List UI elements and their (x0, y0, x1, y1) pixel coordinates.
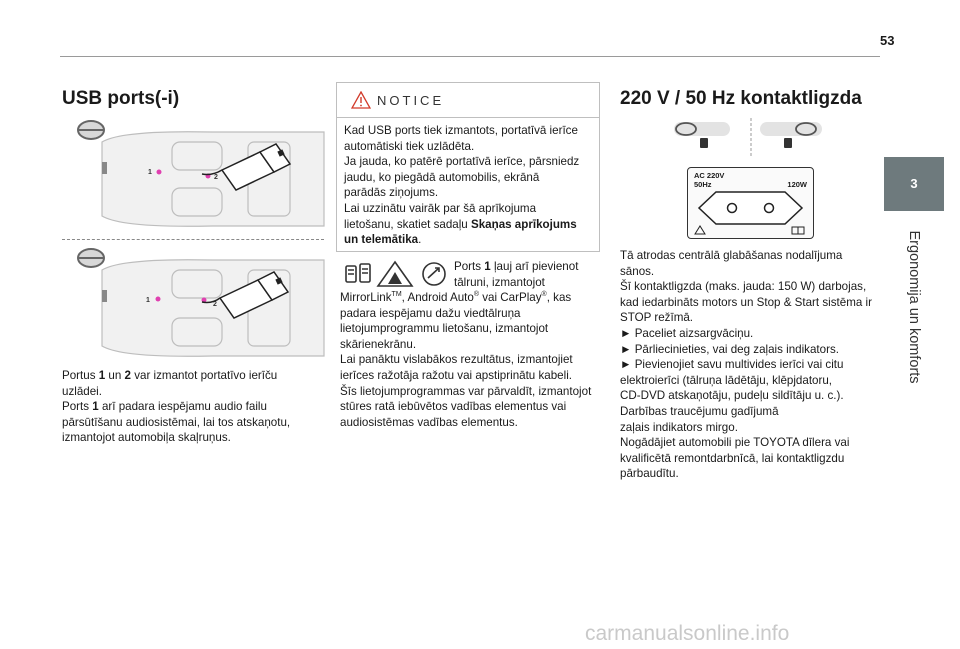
port-label-1: 1 (148, 169, 152, 176)
section-link[interactable]: un telemātika (344, 233, 419, 247)
notice-box (336, 82, 600, 252)
notice-title: NOTICE (377, 93, 445, 108)
steering-wheel-icon (78, 249, 104, 267)
steering-wheel-right-icon (760, 122, 822, 148)
page-number: 53 (880, 33, 895, 48)
port-label-2: 2 (214, 174, 218, 181)
diagram-divider (62, 239, 324, 240)
port-marker-1 (157, 170, 162, 175)
socket-plate (687, 167, 814, 239)
carplay-icon (423, 263, 445, 285)
plate-frequency: 50Hz (694, 180, 712, 189)
top-divider (60, 56, 880, 57)
seat-front-left (172, 142, 222, 170)
port-label-1: 1 (146, 297, 150, 304)
android-auto-icon (378, 262, 412, 286)
port-label-2: 2 (213, 301, 217, 308)
warning-icon (351, 91, 371, 109)
notice-divider (337, 117, 599, 118)
seat-front-right (172, 318, 222, 346)
usb-small-icon (102, 162, 107, 174)
socket-location-icons (672, 116, 832, 158)
usb-car-diagram-2 (62, 244, 326, 364)
watermark: carmanualsonline.info (585, 622, 790, 645)
steering-wheel-left-icon (674, 122, 730, 148)
usb-car-diagram-1 (62, 112, 326, 234)
seat-front-left (172, 270, 222, 298)
usb-description: Portus 1 un 2 var izmantot portatīvo ierīču uzlādei. Ports 1 arī padara iespējamu audio failu pārsūtīšanu audiosistēmai, lai tos atskaņotu, izmantojot automobiļa skaļruņus. (62, 369, 291, 445)
steering-wheel-icon (78, 121, 104, 139)
usb-small-icon (102, 290, 107, 302)
app-icons (340, 258, 450, 288)
socket-title: 220 V / 50 Hz kontaktligzda (620, 88, 862, 109)
section-link[interactable]: Skaņas aprīkojums (470, 217, 577, 231)
plate-voltage: AC 220V (694, 171, 725, 180)
mirrorlink-description: MirrorLink™, Android Auto® vai CarPlay®, kas padara iespējamu dažu viedtālruņa lietojumprogrammu lietošanu, izmantojot skārienekrānu. Lai panāktu vislabākos rezultātus, izmantojiet ierīces ražotāja ražotu vai apstiprinātu kabeli. Šīs lietojumprogrammas var pārvaldīt, izmantojot stūres ratā iebūvētos vadības elementus vai audiosistēmas vadības elementus. (340, 291, 592, 429)
mirrorlink-icon (346, 264, 370, 282)
socket-description: Tā atrodas centrālā glabāšanas nodalījuma sānos. Šī kontaktligzda (maks. jauda: 150 W) darbojas, kad iedarbināts motors un Stop & Start sistēma ir STOP režīmā. ► Paceliet aizsargvāciņu. ► Pārliecinieties, vai deg zaļais indikators. ► Pievienojiet savu multivides ierīci vai citu elektroierīci (tālruņa lādētāju, klēpjdatoru, CD-DVD atskaņotāju, pudeļu sildītāju u. c.). Darbības traucējumu gadījumā zaļais indikators mirgo. Nogādājiet automobili pie TOYOTA dīlera vai kvalificētā remontdarbnīcā, lai kontaktligzdu pārbaudītu. (620, 249, 872, 481)
seat-front-right (172, 188, 222, 216)
port-marker-1 (156, 297, 161, 302)
plate-power: 120W (787, 180, 807, 189)
power-socket-icon (688, 168, 813, 238)
notice-text: Kad USB ports tiek izmantots, portatīvā ierīce automātiski tiek uzlādēta. Ja jauda, ko patērē portatīvā ierīce, pārsniedz jaudu, ko piegādā automobilis, ekrānā parādās ziņojums. Lai uzzinātu vairāk par šā aprīkojuma lietošanu, skatiet sadaļu Skaņas aprīkojums un telemātika. (344, 124, 580, 247)
mirrorlink-intro: Ports 1 ļauj arī pievienot tālruni, izmantojot (454, 260, 579, 289)
usb-title: USB ports(-i) (62, 88, 180, 109)
chapter-title: Ergonomija un komforts (906, 230, 922, 384)
chapter-tab[interactable]: 3 (884, 157, 944, 211)
